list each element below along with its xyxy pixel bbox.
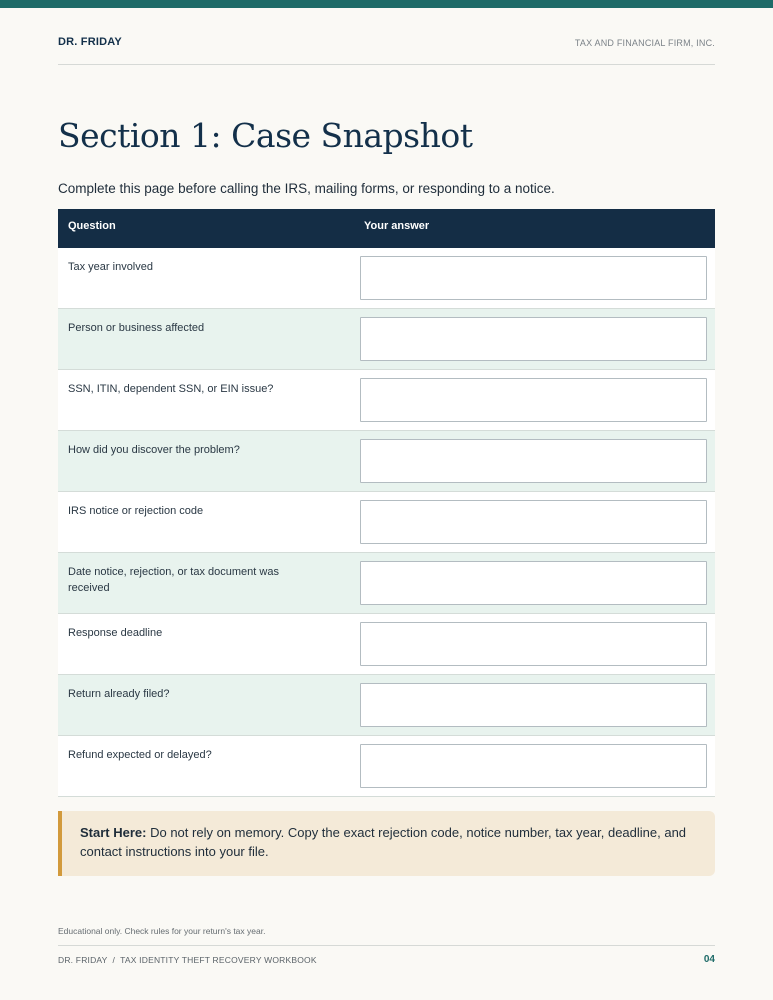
column-header-question: Question — [68, 220, 116, 232]
callout-label: Start Here: — [80, 825, 147, 840]
question-label: IRS notice or rejection code — [68, 505, 204, 517]
answer-field-date-received[interactable] — [360, 561, 707, 605]
table-row — [58, 248, 715, 309]
answer-field-discovery[interactable] — [360, 439, 707, 483]
table-row — [58, 614, 715, 675]
header-firm-name: TAX AND FINANCIAL FIRM, INC. — [574, 38, 715, 48]
top-accent-bar — [0, 0, 773, 8]
column-header-answer: Your answer — [364, 220, 430, 232]
answer-field-tax-year[interactable] — [360, 256, 707, 300]
table-row — [58, 492, 715, 553]
footnote: Educational only. Check rules for your return's tax year. — [58, 926, 266, 936]
intro-text: Complete this page before calling the IRS, mailing forms, or responding to a notice. — [58, 181, 555, 196]
question-label: SSN, ITIN, dependent SSN, or EIN issue? — [68, 383, 274, 395]
table-row — [58, 736, 715, 797]
question-label: Tax year involved — [68, 261, 153, 273]
page-number: 04 — [703, 954, 715, 965]
answer-field-id-issue[interactable] — [360, 378, 707, 422]
footer-separator: / — [112, 955, 116, 965]
answer-field-person-affected[interactable] — [360, 317, 707, 361]
header-brand: DR. FRIDAY — [58, 36, 122, 48]
footer-breadcrumb — [58, 955, 317, 965]
footer-brand: DR. FRIDAY — [58, 955, 108, 965]
answer-field-deadline[interactable] — [360, 622, 707, 666]
question-label: How did you discover the problem? — [68, 444, 240, 456]
page-footer — [58, 945, 715, 976]
table-header — [58, 209, 715, 248]
answer-field-refund[interactable] — [360, 744, 707, 788]
table-row — [58, 431, 715, 492]
table-row — [58, 309, 715, 370]
callout-text: Do not rely on memory. Copy the exact rejection code, notice number, tax year, deadline, and contact instructions into your file. — [80, 825, 687, 859]
page-title: Section 1: Case Snapshot — [58, 116, 473, 155]
table-row — [58, 370, 715, 431]
answer-field-return-filed[interactable] — [360, 683, 707, 727]
answer-field-notice-code[interactable] — [360, 500, 707, 544]
page-header — [58, 36, 715, 65]
table-row — [58, 553, 715, 614]
table-row — [58, 675, 715, 736]
start-here-callout — [58, 811, 715, 876]
question-label: Date notice, rejection, or tax document was received — [68, 566, 279, 594]
question-label: Refund expected or delayed? — [68, 749, 212, 761]
question-label: Person or business affected — [68, 322, 205, 334]
case-snapshot-table — [58, 209, 715, 797]
footer-workbook-title: TAX IDENTITY THEFT RECOVERY WORKBOOK — [120, 955, 317, 965]
question-label: Return already filed? — [68, 688, 170, 700]
question-label: Response deadline — [68, 627, 163, 639]
